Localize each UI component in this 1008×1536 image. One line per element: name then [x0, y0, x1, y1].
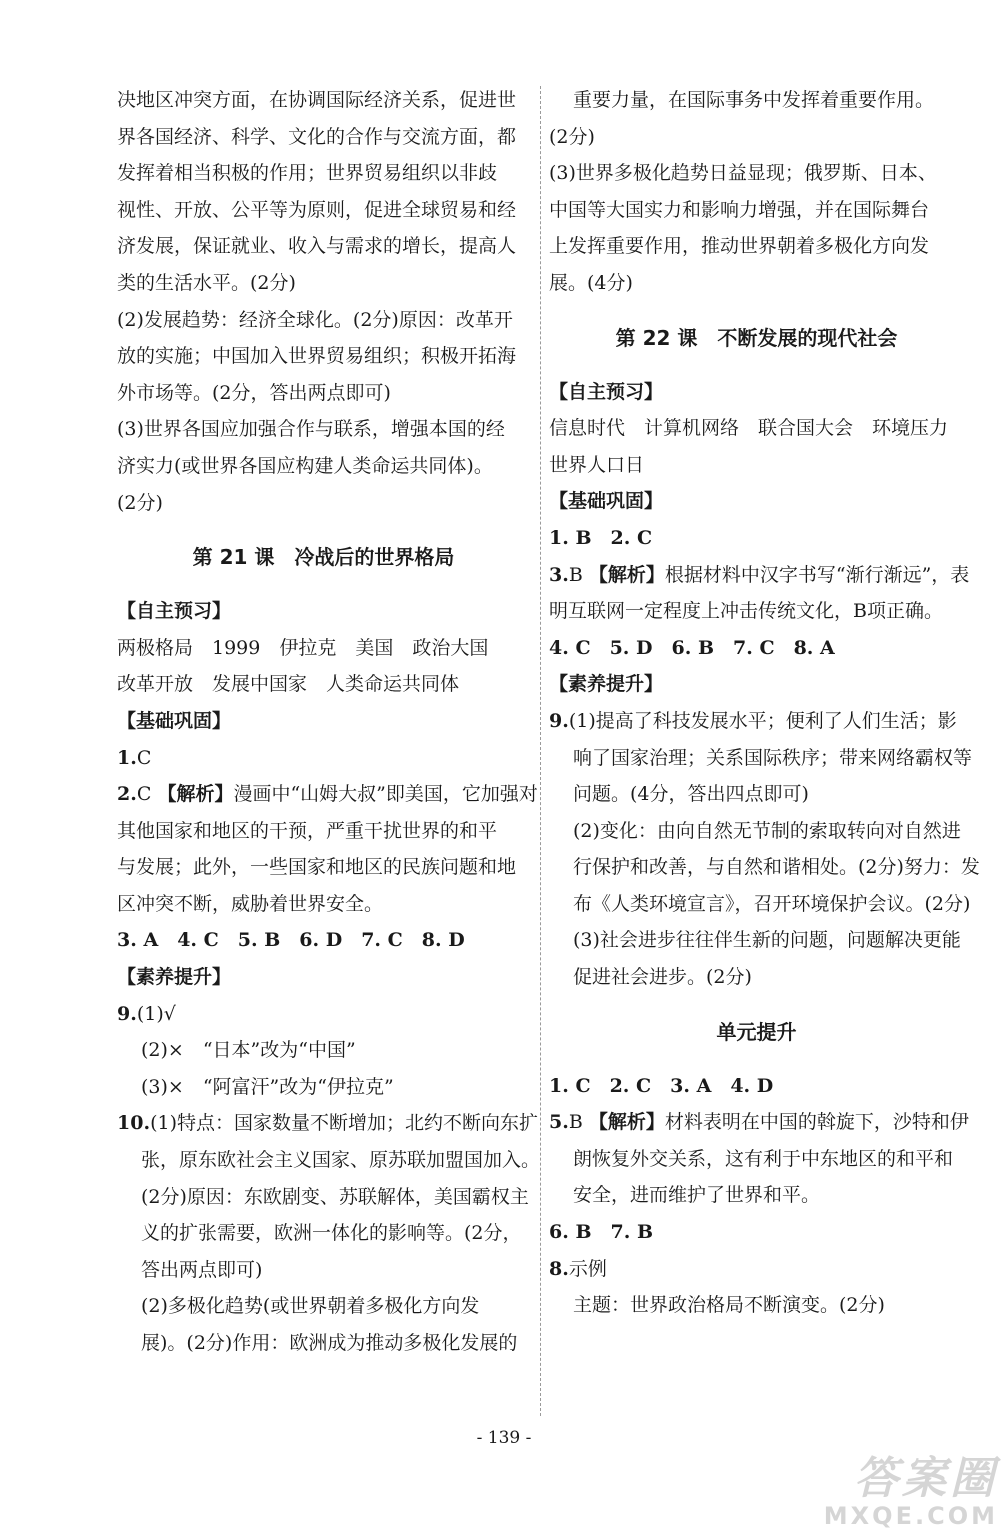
text-line: 济发展，保证就业、收入与需求的增长，提高人: [117, 235, 517, 258]
section-tag-basic: 【基础巩固】: [117, 709, 232, 732]
answer-text: (1)提高了科技发展水平；便利了人们生活；影: [568, 709, 957, 732]
answer-letter: B: [568, 1111, 583, 1134]
text-line: (2分)原因：东欧剧变、苏联解体，美国霸权主: [141, 1185, 529, 1208]
watermark-url: MXQE.COM: [823, 1502, 998, 1530]
analysis-tag: 【解析】: [588, 563, 665, 586]
text-line: 其他国家和地区的干预，严重干扰世界的和平: [117, 819, 498, 842]
analysis-text: 材料表明在中国的斡旋下，沙特和伊: [664, 1111, 969, 1134]
text-line: 促进社会进步。(2分): [573, 966, 752, 989]
text-line: (2)多极化趋势(或世界朝着多极化方向发: [141, 1295, 480, 1318]
answer-letter: C: [136, 746, 152, 769]
text-line: 重要力量，在国际事务中发挥着重要作用。: [573, 89, 935, 111]
text-line: 布《人类环境宣言》，召开环境保护会议。(2分): [573, 892, 971, 915]
text-line: (2分): [117, 491, 163, 514]
question-number: 2.: [117, 783, 137, 806]
answer-text: (1)√: [136, 1002, 176, 1025]
text-line: 朗恢复外交关系，这有利于中东地区的和平和: [573, 1147, 954, 1170]
text-line: 行保护和改善，与自然和谐相处。(2分)努力：发: [573, 856, 980, 879]
analysis-text: 根据材料中汉字书写“渐行渐远”，表: [664, 563, 970, 586]
lesson-22-heading: 第 22 课 不断发展的现代社会: [615, 325, 898, 350]
text-line: (2)发展趋势：经济全球化。(2分)原因：改革开: [117, 308, 513, 331]
text-line: 义的扩张需要，欧洲一体化的影响等。(2分，: [141, 1222, 522, 1245]
text-line: 展。(4分): [549, 271, 633, 294]
section-tag-quality: 【素养提升】: [117, 966, 232, 989]
text-line: (2)× “日本”改为“中国”: [141, 1039, 356, 1062]
text-line: 视性、开放、公平等为原则，促进全球贸易和经: [117, 198, 517, 221]
text-line: 发挥着相当积极的作用；世界贸易组织以非歧: [117, 162, 498, 185]
text-line: 答出两点即可): [141, 1258, 263, 1281]
text-line: (3)世界多极化趋势日益显现；俄罗斯、日本、: [549, 162, 937, 185]
right-column: [549, 82, 980, 1324]
answers-q1-q2: 1. B 2. C: [549, 526, 653, 549]
preview-answers: 两极格局 1999 伊拉克 美国 政治大国: [117, 636, 489, 659]
text-line: 主题：世界政治格局不断演变。(2分): [573, 1294, 885, 1317]
answer-letter: C: [136, 783, 152, 806]
question-number: 1.: [117, 746, 137, 769]
text-line: 张，原东欧社会主义国家、原苏联加盟国加入。: [141, 1149, 541, 1172]
question-number: 9.: [549, 709, 569, 732]
answer-text: (1)特点：国家数量不断增加；北约不断向东扩: [150, 1112, 538, 1135]
text-line: (2分): [549, 125, 595, 148]
question-number: 5.: [549, 1111, 569, 1134]
text-line: 外市场等。(2分，答出两点即可): [117, 381, 391, 404]
preview-answers: 世界人口日: [549, 453, 645, 476]
answer-q9: [117, 996, 530, 1033]
text-line: 放的实施；中国加入世界贸易组织；积极开拓海: [117, 345, 517, 368]
text-line: (3)社会进步往往伴生新的问题，问题解决更能: [573, 929, 961, 952]
answer-q3: [549, 557, 970, 594]
preview-answers: 信息时代 计算机网络 联合国大会 环境压力: [549, 417, 949, 440]
answers-u1-u4: 1. C 2. C 3. A 4. D: [549, 1074, 774, 1097]
page-number: - 139 -: [476, 1428, 532, 1448]
text-line: 济实力(或世界各国应构建人类命运共同体)。: [117, 454, 493, 477]
text-line: 明互联网一定程度上冲击传统文化，B项正确。: [549, 600, 943, 623]
text-line: 界各国经济、科学、文化的合作与交流方面，都: [117, 125, 517, 148]
answer-letter: B: [568, 563, 583, 586]
text-line: 类的生活水平。(2分): [117, 271, 296, 294]
lesson-21-heading: 第 21 课 冷战后的世界格局: [192, 545, 455, 570]
column-divider: [540, 86, 541, 1416]
answer-q2: [117, 776, 538, 813]
answers-q3-q8: 3. A 4. C 5. B 6. D 7. C 8. D: [117, 929, 465, 952]
text-line: 上发挥重要作用，推动世界朝着多极化方向发: [549, 235, 930, 258]
answer-q1: [117, 740, 530, 777]
section-tag-preview: 【自主预习】: [117, 600, 232, 623]
text-line: 响了国家治理；关系国际秩序；带来网络霸权等: [573, 746, 973, 769]
question-number: 3.: [549, 563, 569, 586]
text-line: 展)。(2分)作用：欧洲成为推动多极化发展的: [141, 1332, 518, 1354]
question-number: 9.: [117, 1002, 137, 1025]
text-line: (2)变化：由向自然无节制的索取转向对自然进: [573, 819, 961, 842]
analysis-tag: 【解析】: [588, 1111, 665, 1134]
answer-text: 示例: [568, 1257, 607, 1280]
analysis-text: 漫画中“山姆大叔”即美国，它加强对: [233, 783, 538, 806]
unit-heading: 单元提升: [716, 1019, 797, 1044]
text-line: 区冲突不断，威胁着世界安全。: [117, 892, 384, 915]
text-line: (3)× “阿富汗”改为“伊拉克”: [141, 1075, 394, 1098]
answers-q4-q8: 4. C 5. D 6. B 7. C 8. A: [549, 636, 835, 659]
preview-answers: 改革开放 发展中国家 人类命运共同体: [117, 673, 460, 696]
answers-u6-u7: 6. B 7. B: [549, 1221, 654, 1244]
text-line: 中国等大国实力和影响力增强，并在国际舞台: [549, 198, 930, 221]
answer-q10: [117, 1105, 538, 1142]
answer-u5: [549, 1104, 969, 1141]
section-tag-quality: 【素养提升】: [549, 673, 664, 696]
text-line: 与发展；此外，一些国家和地区的民族问题和地: [117, 856, 517, 879]
question-number: 8.: [549, 1257, 569, 1280]
text-line: (3)世界各国应加强合作与联系，增强本国的经: [117, 418, 505, 441]
answer-q9: [549, 703, 964, 740]
section-tag-preview: 【自主预习】: [549, 380, 664, 403]
section-tag-basic: 【基础巩固】: [549, 490, 664, 513]
text-line: 安全，进而维护了世界和平。: [573, 1184, 821, 1207]
text-line: 决地区冲突方面，在协调国际经济关系，促进世: [117, 89, 517, 111]
watermark-logo: [808, 1455, 998, 1531]
text-line: 问题。(4分，答出四点即可): [573, 783, 809, 806]
answer-u8: [549, 1251, 964, 1288]
left-column: [117, 82, 541, 1362]
watermark-text: 答案圈: [854, 1453, 998, 1504]
question-number: 10.: [117, 1112, 151, 1135]
analysis-tag: 【解析】: [157, 783, 234, 806]
